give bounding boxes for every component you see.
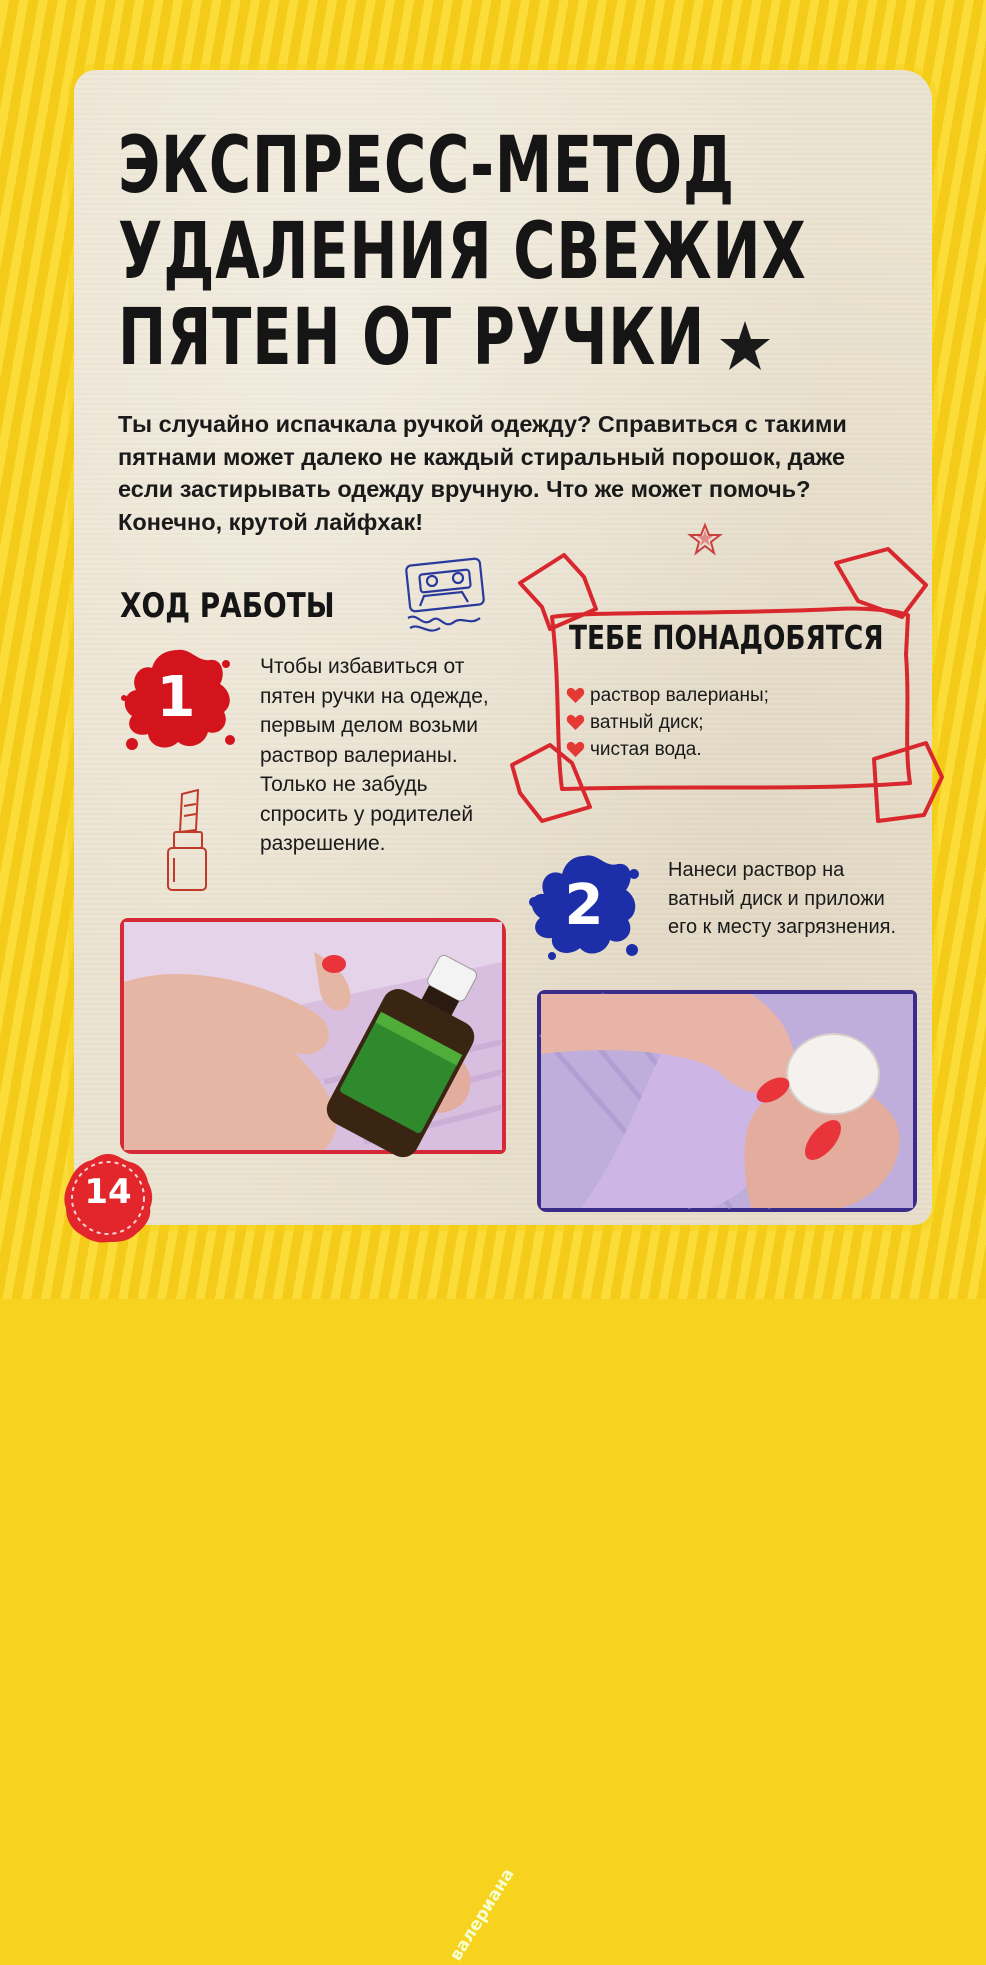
heart-icon [566,714,585,731]
step-1-number: 1 [156,665,196,730]
photo-illustration [124,922,502,1150]
list-item [566,736,826,763]
bottle-label: валериана [446,1864,519,1965]
page-number: 14 [84,1172,132,1212]
list-item [566,709,826,736]
heart-icon [566,687,585,704]
star-icon [717,318,773,374]
step-2-text: Нанеси раствор на ватный диск и приложи его к месту загрязнения. [668,859,897,938]
needs-item-label: чистая вода. [590,739,702,760]
step-1-text: Чтобы избавиться от пятен ручки на одежде, первым делом возьми раствор валерианы. Только не забудь спросить у родителей разрешение. [260,655,489,855]
needs-list [566,682,826,763]
photo-valerian-bottle [120,918,519,1965]
cassette-icon [400,556,492,638]
lipstick-icon [156,786,220,896]
photo-illustration [541,994,913,1208]
page-title [118,121,807,383]
needs-item-label: ватный диск; [590,712,704,733]
needs-item-label: раствор валерианы; [590,685,769,706]
title-line-2: УДАЛЕНИЯ СВЕЖИХ [118,207,807,297]
photo-cotton-pad [537,990,917,1212]
needs-heading: ТЕБЕ ПОНАДОБЯТСЯ [569,618,884,657]
intro-paragraph: Ты случайно испачкала ручкой одежду? Справиться с такими пятнами может далеко не каждый стиральный порошок, даже если застирывать одежду вручную. Что же может помочь? Конечно, крутой лайфхак! [118,411,847,535]
step-2-number: 2 [564,873,604,938]
title-line-1: ЭКСПРЕСС-МЕТОД [118,121,735,211]
procedure-heading: ХОД РАБОТЫ [120,586,335,626]
list-item [566,682,826,709]
title-line-3: ПЯТЕН ОТ РУЧКИ [118,293,706,383]
heart-icon [566,741,585,758]
